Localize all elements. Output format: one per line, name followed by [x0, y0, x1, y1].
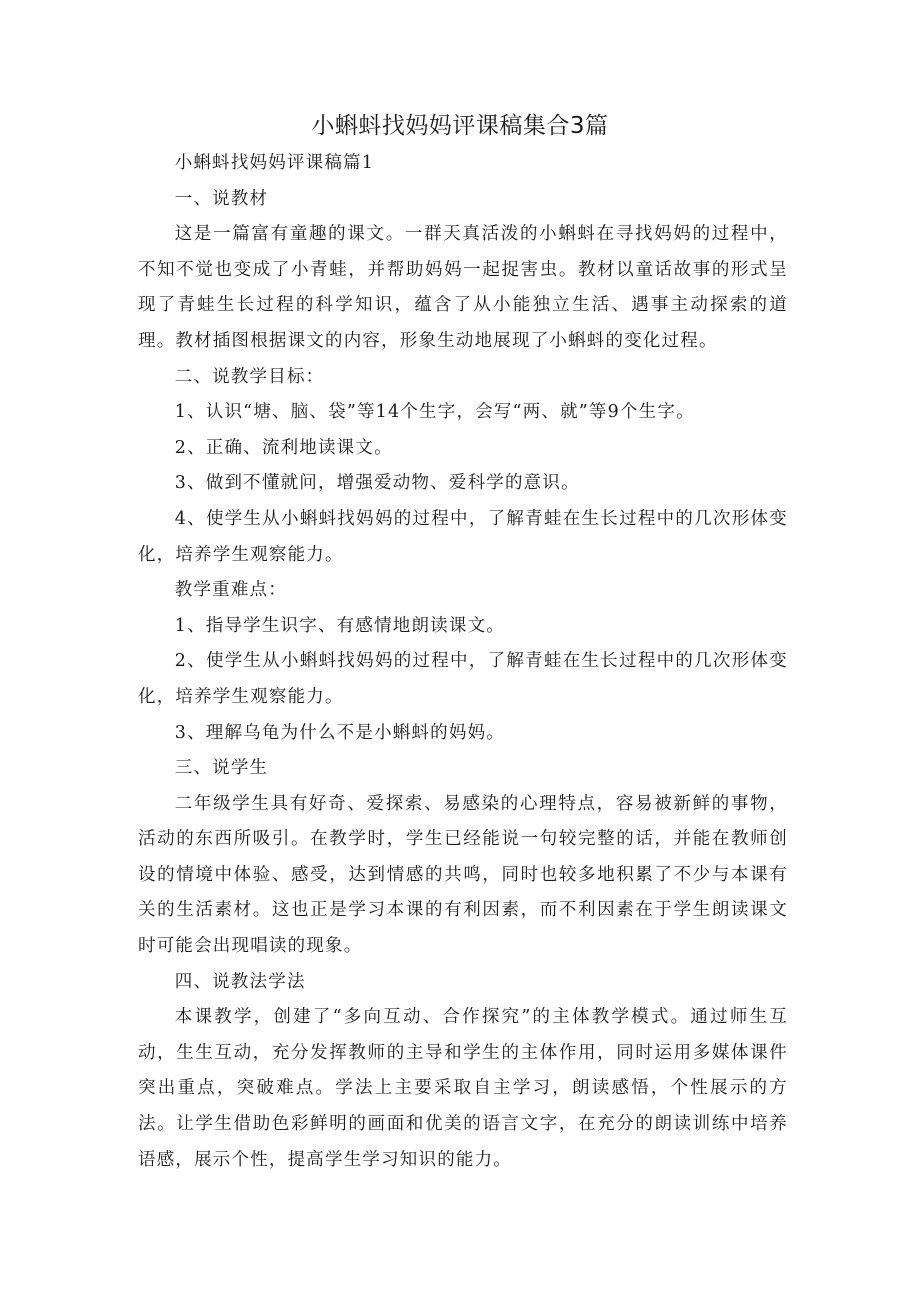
difficulty-item-3: 3、理解乌龟为什么不是小蝌蚪的妈妈。: [174, 722, 505, 743]
goal-item-1: 1、认识“塘、脑、袋”等14个生字，会写“两、就”等9个生字。: [174, 402, 695, 423]
goal-item-2: 2、正确、流利地读课文。: [174, 437, 393, 458]
heading-students: 三、说学生: [174, 758, 269, 779]
paragraph-methods: 本课教学，创建了“多向互动、合作探究”的主体教学模式。通过师生互动，生生互动，充分发挥教师的主导和学生的主体作用，同时运用多媒体课件突出重点，突破难点。学法上主要采取自主学习，朗读感悟，个性展示的方法。让学生借助色彩鲜明的画面和优美的语言文字，在充分的朗读训练中培养语感，展示个性，提高学生学习知识的能力。: [138, 1007, 788, 1170]
difficulty-item-1: 1、指导学生识字、有感情地朗读课文。: [174, 615, 505, 636]
goal-item-3: 3、做到不懂就问，增强爱动物、爱科学的意识。: [174, 473, 580, 494]
goal-item-4: 4、使学生从小蝌蚪找妈妈的过程中，了解青蛙在生长过程中的几次形体变化，培养学生观察能力。: [138, 508, 788, 565]
document-body: [138, 146, 788, 1178]
heading-key-difficulties: 教学重难点：: [174, 580, 287, 601]
section-heading-part1: 小蝌蚪找妈妈评课稿篇1: [174, 153, 375, 173]
difficulty-item-2: 2、使学生从小蝌蚪找妈妈的过程中，了解青蛙在生长过程中的几次形体变化，培养学生观察能力。: [138, 651, 788, 707]
heading-teaching-material: 一、说教材: [174, 188, 269, 209]
document-title: 小蝌蚪找妈妈评课稿集合3篇: [311, 113, 609, 139]
paragraph-students: 二年级学生具有好奇、爱探索、易感染的心理特点，容易被新鲜的事物，活动的东西所吸引。在教学时，学生已经能说一句较完整的话，并能在教师创设的情境中体验、感受，达到情感的共鸣，同时也较多地积累了不少与本课有关的生活素材。这也正是学习本课的有利因素，而不利因素在于学生朗读课文时可能会出现唱读的现象。: [138, 793, 788, 957]
heading-teaching-goals: 二、说教学目标：: [174, 366, 325, 387]
paragraph-teaching-material: 这是一篇富有童趣的课文。一群天真活泼的小蝌蚪在寻找妈妈的过程中，不知不觉也变成了小青蛙，并帮助妈妈一起捉害虫。教材以童话故事的形式呈现了青蛙生长过程的科学知识，蕴含了从小能独立生活、遇事主动探索的道理。教材插图根据课文的内容，形象生动地展现了小蝌蚪的变化过程。: [138, 224, 788, 351]
heading-methods: 四、说教法学法: [174, 971, 306, 992]
